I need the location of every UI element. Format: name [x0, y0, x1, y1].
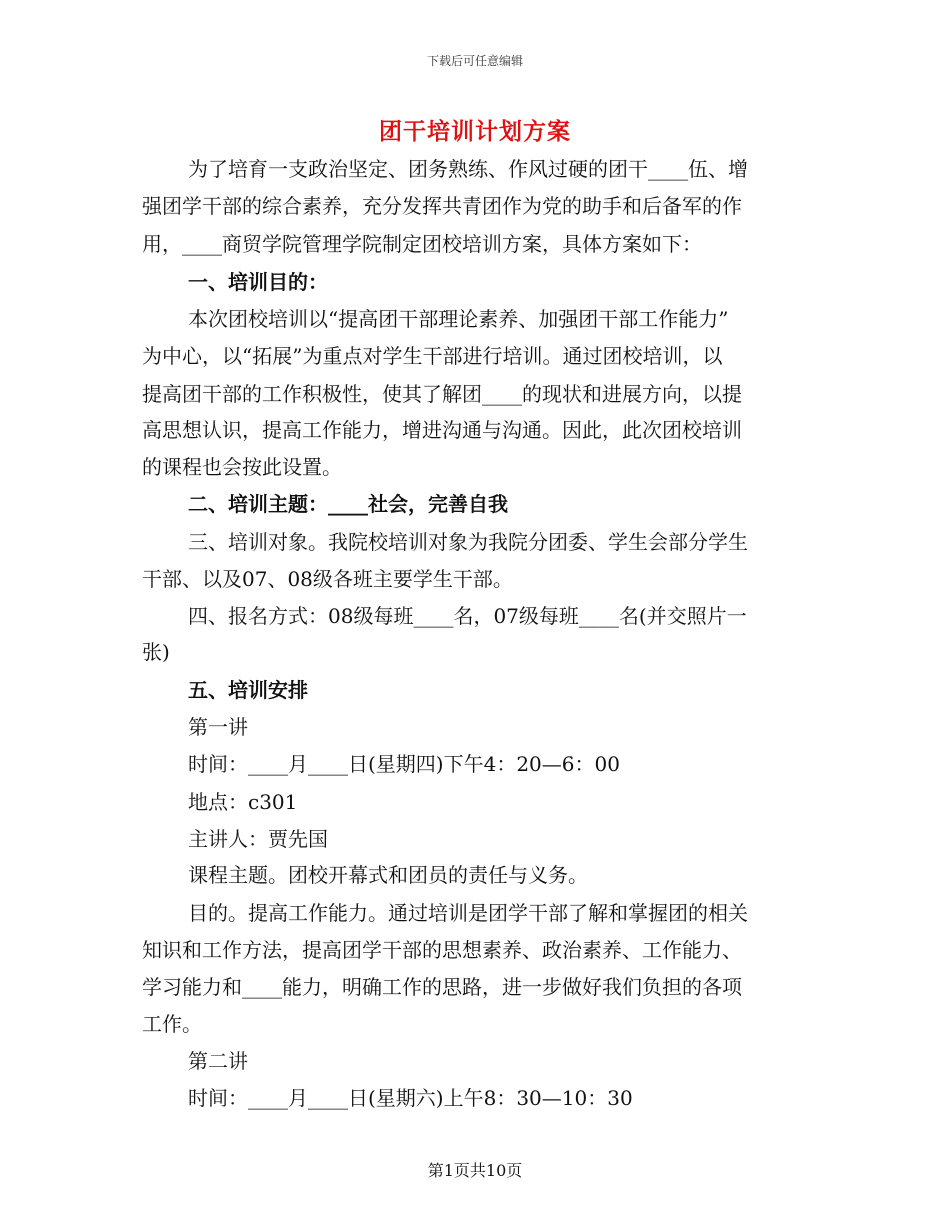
page-header-note: 下载后可任意编辑: [426, 54, 523, 68]
body-line: 工作。: [142, 1012, 202, 1036]
body-line: 知识和工作方法，提高团学干部的思想素养、政治素养、工作能力、: [142, 938, 742, 962]
body-line: 的课程也会按此设置。: [142, 455, 342, 479]
body-line: 张): [142, 640, 170, 664]
body-line: 课程主题。团校开幕式和团员的责任与义务。: [188, 863, 588, 887]
body-line: 第一讲: [188, 715, 248, 739]
body-line: 为了培育一支政治坚定、团务熟练、作风过硬的团干____伍、增: [188, 157, 748, 181]
body-line: 地点：c301: [188, 790, 298, 814]
body-line: 高思想认识，提高工作能力，增进沟通与沟通。因此，此次团校培训: [142, 418, 742, 442]
body-line: 三、培训对象。我院校培训对象为我院分团委、学生会部分学生: [188, 530, 748, 554]
body-line: 主讲人：贾先国: [188, 827, 328, 851]
body-line: 提高团干部的工作积极性，使其了解团____的现状和进展方向，以提: [142, 382, 742, 406]
body-line: 时间：____月____日(星期六)上午8：30—10：30: [188, 1086, 633, 1110]
body-line: 时间：____月____日(星期四)下午4：20—6：00: [188, 752, 620, 776]
body-line: 强团学干部的综合素养，充分发挥共青团作为党的助手和后备军的作: [142, 194, 742, 218]
body-line: 学习能力和____能力，明确工作的思路，进一步做好我们负担的各项: [142, 975, 742, 999]
section-heading: 五、培训安排: [188, 678, 308, 702]
document-title: 团干培训计划方案: [379, 118, 571, 145]
section-heading: 二、培训主题：____社会，完善自我: [188, 492, 508, 516]
body-line: 第二讲: [188, 1049, 248, 1073]
body-line: 为中心，以“拓展”为重点对学生干部进行培训。通过团校培训，以: [142, 344, 723, 368]
page-footer-number: 第1页共10页: [427, 1161, 523, 1180]
body-line: 用，____商贸学院管理学院制定团校培训方案，具体方案如下：: [142, 232, 702, 256]
body-line: 四、报名方式：08级每班____名，07级每班____名(并交照片一: [188, 604, 747, 628]
body-line: 目的。提高工作能力。通过培训是团学干部了解和掌握团的相关: [188, 901, 748, 925]
section-heading: 一、培训目的：: [188, 270, 328, 294]
body-line: 干部、以及07、08级各班主要学生干部。: [142, 567, 513, 591]
body-line: 本次团校培训以“提高团干部理论素养、加强团干部工作能力”: [188, 307, 729, 331]
